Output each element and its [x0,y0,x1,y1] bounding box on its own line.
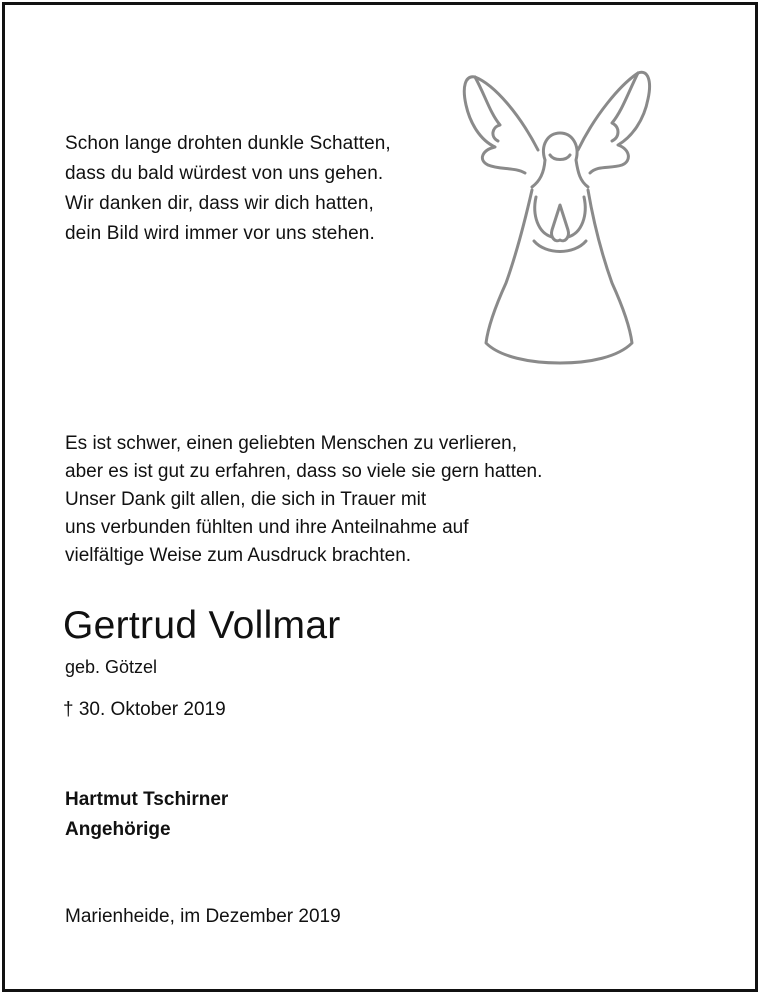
memorial-poem [65,129,391,249]
thanks-message [65,430,542,570]
arms [535,197,585,237]
mourner-line: Hartmut Tschirner [65,789,229,810]
death-date: † 30. Oktober 2019 [63,699,226,720]
mourners [65,785,228,845]
angel-robe [486,190,632,363]
poem-line: Wir danken dir, dass wir dich hatten, [65,193,374,214]
thanks-line: vielfältige Weise zum Ausdruck brachten. [65,545,412,566]
poem-line: dein Bild wird immer vor uns stehen. [65,223,375,244]
thanks-line: Es ist schwer, einen geliebten Menschen zu verlieren, [65,433,518,454]
poem-line: dass du bald würdest von uns gehen. [65,163,384,184]
praying-angel-icon [460,65,655,370]
mourner-line: Angehörige [65,819,171,840]
poem-line: Schon lange drohten dunkle Schatten, [65,133,391,154]
place-date: Marienheide, im Dezember 2019 [65,906,341,927]
birth-name: geb. Götzel [65,657,158,677]
angel-face [550,155,570,160]
thanks-line: uns verbunden fühlten und ihre Anteilnahme auf [65,517,469,538]
praying-hands [552,205,569,241]
angel-hair [532,160,545,187]
deceased-name: Gertrud Vollmar [63,604,341,647]
robe-sleeve [534,241,586,252]
thanks-line: aber es ist gut zu erfahren, dass so viele sie gern hatten. [65,461,543,482]
obituary-card [2,2,758,992]
thanks-line: Unser Dank gilt allen, die sich in Trauer mit [65,489,427,510]
